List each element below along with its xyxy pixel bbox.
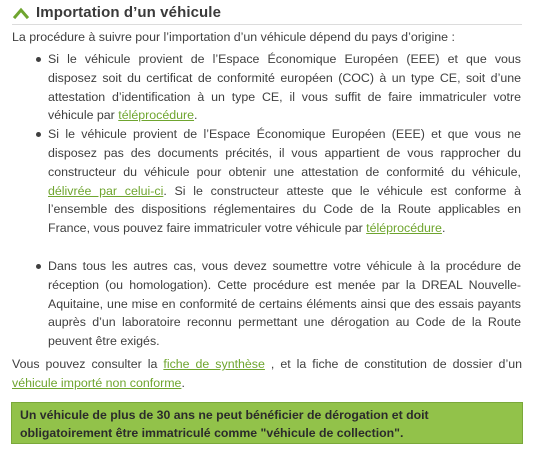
bullet-icon xyxy=(36,57,41,62)
section-title: Importation d’un véhicule xyxy=(36,3,222,21)
notice-box: Un véhicule de plus de 30 ans ne peut bénéficier de dérogation et doit obligatoirement être immatriculé comme "véhicule de collection". xyxy=(11,402,523,444)
fiche-de-synthese-link[interactable]: fiche de synthèse xyxy=(163,357,265,371)
bullet-icon xyxy=(36,132,41,137)
outro-text-mid: , et la fiche de constitution de dossier d’un xyxy=(264,357,522,371)
item-text: Si le véhicule provient de l’Espace Économique Européen (EEE) et que vous disposez soit du certificat de conformité européen (COC) à un type CE, soit d’une attestation d’identification à un type CE, il vous suffit de faire immatriculer votre véhicule par xyxy=(48,52,521,123)
item-text: Si le véhicule provient de l’Espace Économique Européen (EEE) et que vous ne disposez pas des documents précités, il vous appartient de vous rapprocher du constructeur du véhicule pour obtenir une attestation de conformité du véhicule, xyxy=(48,127,521,179)
item-text: Dans tous les autres cas, vous devez soumettre votre véhicule à la procédure de réception (ou homologation). Cette procédure est menée par la DREAL Nouvelle-Aquitaine, une mise en conformité de certains éléments ainsi que des essais payants auprès d’un laboratoire reconnu permettant une dérogation au Code de la Route peuvent être exigés. xyxy=(48,258,521,349)
list-item xyxy=(0,125,535,238)
list-item xyxy=(0,257,535,351)
list-item xyxy=(0,50,535,125)
chevron-up-icon xyxy=(12,6,30,20)
section-header[interactable] xyxy=(12,2,522,25)
bullet-icon xyxy=(36,264,41,269)
item-text-mid: . Si le constructeur atteste que le véhicule est conforme à l’ensemble des dispositions réglementaires du Code de la Route applicables en France, vous pouvez faire immatriculer votre véhicule par xyxy=(48,183,521,236)
procedure-list xyxy=(0,50,535,351)
teleprocedure-link[interactable]: téléprocédure xyxy=(118,108,195,123)
delivree-par-celui-ci-link[interactable]: délivrée par celui-ci xyxy=(48,183,164,198)
outro-text xyxy=(12,355,522,393)
outro-text-start: Vous pouvez consulter la xyxy=(12,357,164,371)
item-text-end: . xyxy=(441,221,446,236)
teleprocedure-link[interactable]: téléprocédure xyxy=(366,221,442,236)
item-text-end: . xyxy=(194,108,198,123)
vehicule-importe-non-conforme-link[interactable]: véhicule importé non conforme xyxy=(12,375,182,390)
intro-text: La procédure à suivre pour l’importation d’un véhicule dépend du pays d’origine : xyxy=(12,30,455,44)
outro-text-end: . xyxy=(181,375,185,390)
